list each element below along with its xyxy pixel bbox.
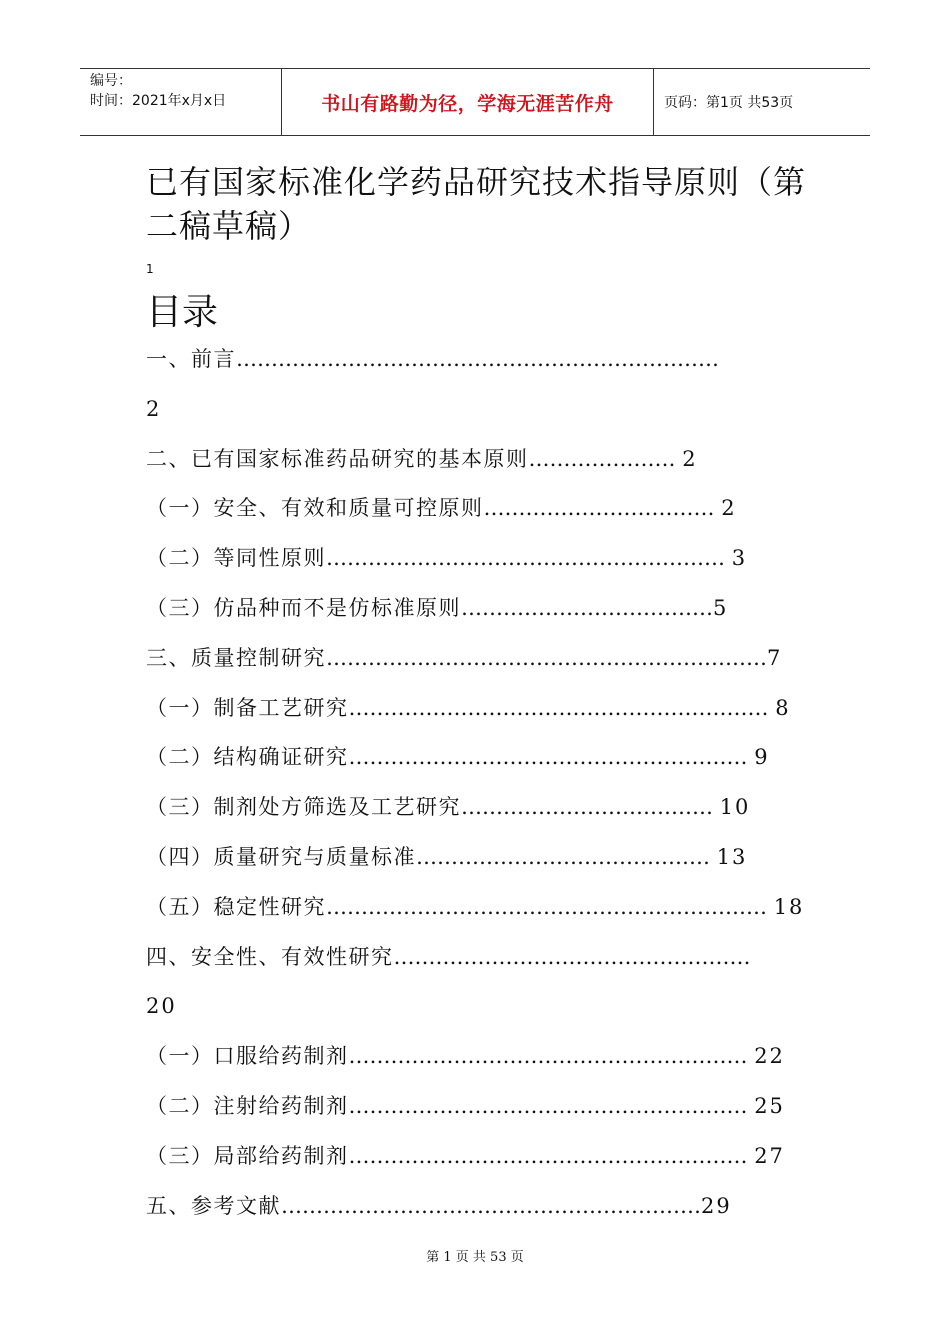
- toc-entry-leader: ……………………………………: [416, 845, 717, 869]
- toc-entry-label: 一、前言: [146, 347, 236, 371]
- toc-entry-page: 2: [721, 496, 737, 520]
- toc-entry-label: 二、已有国家标准药品研究的基本原则: [146, 447, 529, 471]
- toc-entry-label: 四、安全性、有效性研究: [146, 945, 394, 969]
- toc-heading: 目录: [146, 292, 219, 333]
- toc-entry-label: （一）安全、有效和质量可控原则: [146, 496, 484, 520]
- toc-entry-label: （二）等同性原则: [146, 546, 326, 570]
- toc-entry-leader: ……………………………………………………: [348, 696, 776, 720]
- header-page-info-cell: [654, 69, 870, 135]
- toc-entry[interactable]: [146, 892, 804, 922]
- toc-entry-page: 8: [775, 696, 791, 720]
- header-motto: 书山有路勤为径，学海无涯苦作舟: [321, 92, 614, 115]
- toc-entry-leader: ……………………………………………………………: [236, 347, 719, 371]
- toc-entry[interactable]: [146, 942, 751, 972]
- document-title: 已有国家标准化学药品研究技术指导原则（第二稿草稿）: [146, 163, 807, 245]
- toc-entry-label: （三）仿品种而不是仿标准原则: [146, 596, 461, 620]
- toc-entry-leader: …………………………………………………: [348, 1144, 755, 1168]
- toc-entry-leader: ………………………………………………………: [326, 895, 774, 919]
- toc-entry[interactable]: [146, 344, 719, 374]
- toc-entry-page: 3: [731, 546, 748, 570]
- toc-entry-page: 27: [754, 1144, 785, 1168]
- toc-entry[interactable]: [146, 1091, 785, 1121]
- toc-entry-page: 2: [146, 397, 162, 421]
- toc-entry-page: 10: [719, 795, 751, 819]
- footnote-marker: 1: [146, 262, 154, 276]
- time-label: 时间：2021年x月x日: [90, 93, 227, 109]
- header-motto-cell: [282, 69, 654, 135]
- toc-entry-leader: ………………………………………………………: [326, 646, 767, 670]
- toc-entry-leader: …………………………………………………: [348, 1044, 755, 1068]
- page-footer: 第 1 页 共 53 页: [426, 1250, 524, 1265]
- toc-entry[interactable]: [146, 991, 177, 1021]
- toc-entry-label: （二）注射给药制剂: [146, 1094, 349, 1118]
- toc-entry[interactable]: [146, 742, 770, 772]
- toc-entry-leader: …………………………………………………: [326, 546, 732, 570]
- toc-entry[interactable]: [146, 543, 747, 573]
- toc-entry[interactable]: [146, 493, 737, 523]
- toc-entry-label: （三）制剂处方筛选及工艺研究: [146, 795, 461, 819]
- toc-entry-page: 9: [754, 745, 770, 769]
- toc-entry-page: 20: [146, 994, 177, 1018]
- toc-entry-leader: ……………………………: [483, 496, 722, 520]
- toc-entry[interactable]: [146, 842, 747, 872]
- toc-entry-leader: ……………………………………………: [393, 945, 751, 969]
- toc-entry-leader: ………………………………: [461, 596, 713, 620]
- toc-entry[interactable]: [146, 593, 728, 623]
- toc-entry[interactable]: [146, 1041, 785, 1071]
- toc-entry[interactable]: [146, 1141, 785, 1171]
- toc-entry-label: （一）制备工艺研究: [146, 696, 349, 720]
- toc-entry-label: （一）口服给药制剂: [146, 1044, 349, 1068]
- toc-entry-leader: …………………………………………………: [348, 1094, 755, 1118]
- toc-entry-page: 25: [754, 1094, 785, 1118]
- toc-entry-leader: ……………………………………………………: [281, 1194, 701, 1218]
- toc-entry-leader: ………………………………: [461, 795, 720, 819]
- toc-entry-leader: …………………………………………………: [348, 745, 755, 769]
- toc-entry-page: 2: [682, 447, 698, 471]
- toc-entry-label: （四）质量研究与质量标准: [146, 845, 416, 869]
- header-page-info: 页码：第1页 共53页: [664, 95, 794, 111]
- toc-entry-page: 22: [754, 1044, 785, 1068]
- toc-entry-page: 13: [716, 845, 748, 869]
- toc-entry-page: 18: [773, 895, 805, 919]
- toc-entry-label: （三）局部给药制剂: [146, 1144, 349, 1168]
- toc-entry-label: 三、质量控制研究: [146, 646, 326, 670]
- toc-entry[interactable]: [146, 394, 161, 424]
- toc-entry-leader: …………………: [528, 447, 683, 471]
- toc-entry-page: 7: [767, 646, 783, 670]
- toc-entry-label: 五、参考文献: [146, 1194, 281, 1218]
- toc-entry-label: （二）结构确证研究: [146, 745, 349, 769]
- toc-entry[interactable]: [146, 792, 750, 822]
- toc-entry-page: 5: [713, 596, 729, 620]
- header-meta: [80, 69, 282, 135]
- page-header: [80, 68, 870, 136]
- toc-entry[interactable]: [146, 693, 791, 723]
- toc-entry[interactable]: [146, 444, 698, 474]
- toc-entry-label: （五）稳定性研究: [146, 895, 326, 919]
- toc-entry[interactable]: [146, 643, 782, 673]
- toc-entry-page: 29: [701, 1194, 732, 1218]
- toc-entry[interactable]: [146, 1191, 732, 1221]
- number-label: 编号：: [90, 73, 132, 89]
